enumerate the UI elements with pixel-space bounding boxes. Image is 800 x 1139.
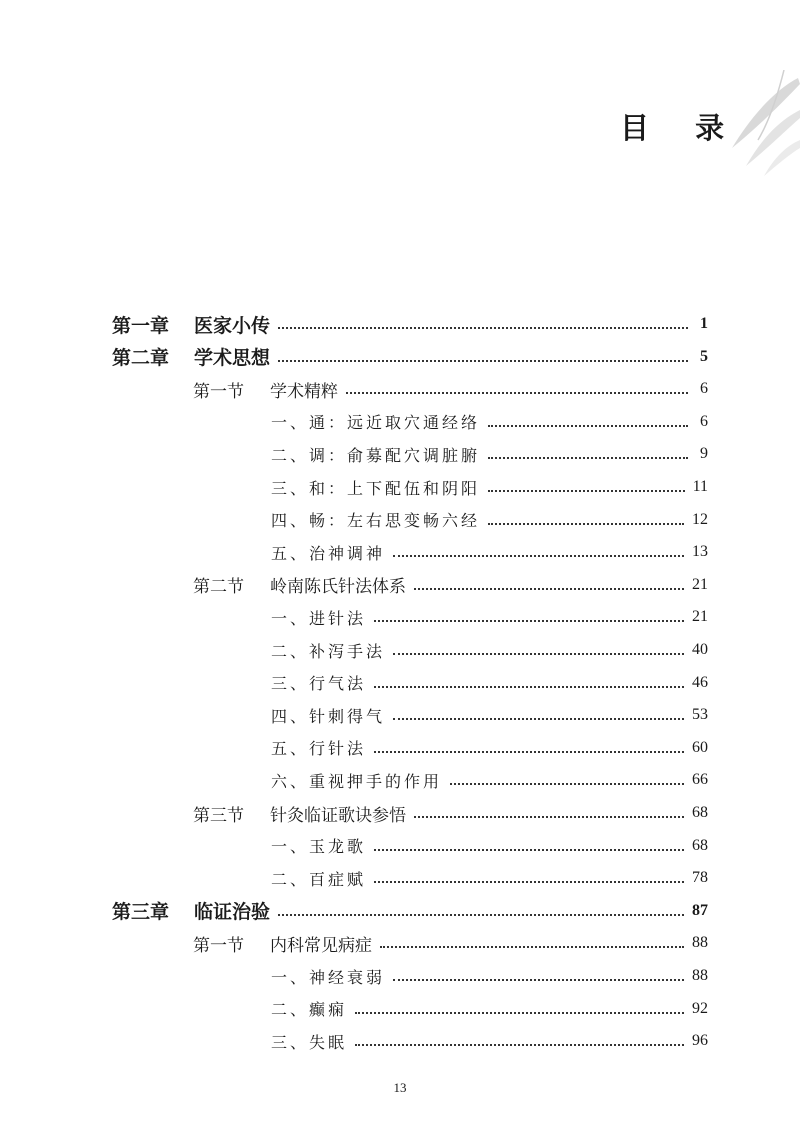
entry-title: 四、畅：左右思变畅六经 bbox=[271, 511, 481, 531]
page-title: 目 录 bbox=[620, 111, 743, 145]
dot-leader bbox=[393, 718, 684, 720]
page-ref: 88 bbox=[692, 967, 708, 984]
page-ref: 92 bbox=[692, 999, 708, 1017]
toc-entry[interactable] bbox=[271, 993, 708, 1025]
page-ref: 11 bbox=[692, 478, 708, 495]
toc-entry[interactable] bbox=[193, 797, 708, 829]
toc-entry[interactable] bbox=[271, 830, 708, 862]
dot-leader bbox=[450, 783, 684, 785]
dot-leader bbox=[414, 588, 684, 590]
page-ref: 96 bbox=[692, 1032, 708, 1050]
dot-leader bbox=[488, 523, 684, 525]
dot-leader bbox=[278, 360, 688, 362]
entry-title: 五、治神调神 bbox=[271, 543, 386, 563]
toc-entry[interactable] bbox=[271, 667, 708, 699]
page-ref: 12 bbox=[692, 510, 708, 528]
toc-entry[interactable] bbox=[271, 764, 708, 796]
dot-leader bbox=[414, 816, 684, 818]
entry-title: 三、行气法 bbox=[271, 674, 367, 694]
page-ref: 46 bbox=[692, 673, 708, 691]
toc-entry[interactable] bbox=[271, 634, 708, 666]
entry-title: 学术精粹 bbox=[270, 381, 338, 402]
toc-entry[interactable] bbox=[271, 406, 708, 438]
entry-title: 一、玉龙歌 bbox=[271, 837, 367, 857]
dot-leader bbox=[488, 490, 685, 492]
page-ref: 87 bbox=[692, 901, 708, 919]
entry-title: 六、重视押手的作用 bbox=[271, 771, 443, 791]
toc-entry[interactable] bbox=[271, 960, 708, 992]
toc-entry[interactable] bbox=[112, 341, 708, 373]
entry-title: 二、癫痫 bbox=[271, 1000, 348, 1020]
page-ref: 5 bbox=[700, 347, 708, 365]
entry-title: 二、百症赋 bbox=[271, 869, 367, 889]
page-ref: 60 bbox=[692, 738, 708, 756]
chapter-number: 第一章 bbox=[112, 314, 170, 337]
page-ref: 9 bbox=[700, 445, 708, 463]
toc-entry[interactable] bbox=[271, 504, 708, 536]
toc-entry[interactable] bbox=[271, 601, 708, 633]
page-ref: 88 bbox=[692, 934, 708, 952]
page-ref: 78 bbox=[692, 869, 708, 887]
chapter-number: 第三章 bbox=[112, 901, 170, 924]
dot-leader bbox=[278, 327, 688, 329]
toc-entry[interactable] bbox=[271, 438, 708, 470]
section-number: 第二节 bbox=[193, 577, 244, 598]
entry-title: 四、针刺得气 bbox=[271, 706, 386, 726]
page-ref: 40 bbox=[692, 641, 708, 658]
section-number: 第三节 bbox=[193, 805, 244, 826]
entry-title: 岭南陈氏针法体系 bbox=[270, 577, 406, 598]
entry-title: 一、神经衰弱 bbox=[271, 967, 386, 987]
page-ref: 21 bbox=[692, 608, 708, 626]
page-ref: 66 bbox=[692, 771, 708, 789]
dot-leader bbox=[488, 457, 688, 459]
entry-title: 三、失眠 bbox=[271, 1032, 348, 1052]
entry-title: 一、通：远近取穴通经络 bbox=[271, 413, 481, 433]
entry-title: 学术思想 bbox=[194, 347, 271, 370]
page-ref: 13 bbox=[692, 543, 708, 561]
dot-leader bbox=[380, 946, 684, 948]
dot-leader bbox=[355, 1012, 684, 1014]
toc-entry[interactable] bbox=[193, 373, 708, 405]
section-number: 第一节 bbox=[193, 381, 244, 402]
toc-entry[interactable] bbox=[271, 471, 708, 503]
dot-leader bbox=[355, 1044, 684, 1046]
page-ref: 1 bbox=[700, 315, 708, 332]
chapter-number: 第二章 bbox=[112, 347, 170, 370]
entry-title: 一、进针法 bbox=[271, 608, 367, 628]
dot-leader bbox=[393, 555, 684, 557]
dot-leader bbox=[393, 979, 684, 981]
page-ref: 21 bbox=[692, 575, 708, 593]
page-ref: 68 bbox=[692, 836, 708, 854]
toc-entry[interactable] bbox=[271, 862, 708, 894]
toc-entry[interactable] bbox=[271, 1025, 708, 1057]
entry-title: 五、行针法 bbox=[271, 739, 367, 759]
entry-title: 内科常见病症 bbox=[270, 935, 372, 956]
entry-title: 三、和：上下配伍和阴阳 bbox=[271, 478, 481, 498]
entry-title: 医家小传 bbox=[194, 314, 271, 337]
page-ref: 6 bbox=[700, 412, 708, 430]
toc-entry[interactable] bbox=[271, 732, 708, 764]
dot-leader bbox=[393, 653, 684, 655]
dot-leader bbox=[374, 686, 684, 688]
dot-leader bbox=[278, 914, 684, 916]
entry-title: 二、调：俞募配穴调脏腑 bbox=[271, 445, 481, 465]
dot-leader bbox=[374, 849, 684, 851]
toc-entry[interactable] bbox=[193, 569, 708, 601]
toc-entry[interactable] bbox=[112, 308, 708, 340]
toc-entry[interactable] bbox=[271, 699, 708, 731]
page-ref: 6 bbox=[700, 380, 708, 398]
dot-leader bbox=[488, 425, 688, 427]
entry-title: 二、补泻手法 bbox=[271, 641, 386, 661]
dot-leader bbox=[374, 620, 684, 622]
page-ref: 68 bbox=[692, 804, 708, 821]
dot-leader bbox=[346, 392, 688, 394]
toc-entry[interactable] bbox=[112, 895, 708, 927]
entry-title: 针灸临证歌诀参悟 bbox=[270, 805, 406, 826]
dot-leader bbox=[374, 751, 684, 753]
dot-leader bbox=[374, 881, 684, 883]
toc-entry[interactable] bbox=[271, 536, 708, 568]
page-number: 13 bbox=[393, 1080, 407, 1095]
section-number: 第一节 bbox=[193, 935, 244, 956]
page-ref: 53 bbox=[692, 706, 708, 724]
entry-title: 临证治验 bbox=[194, 901, 271, 924]
toc-entry[interactable] bbox=[193, 927, 708, 959]
